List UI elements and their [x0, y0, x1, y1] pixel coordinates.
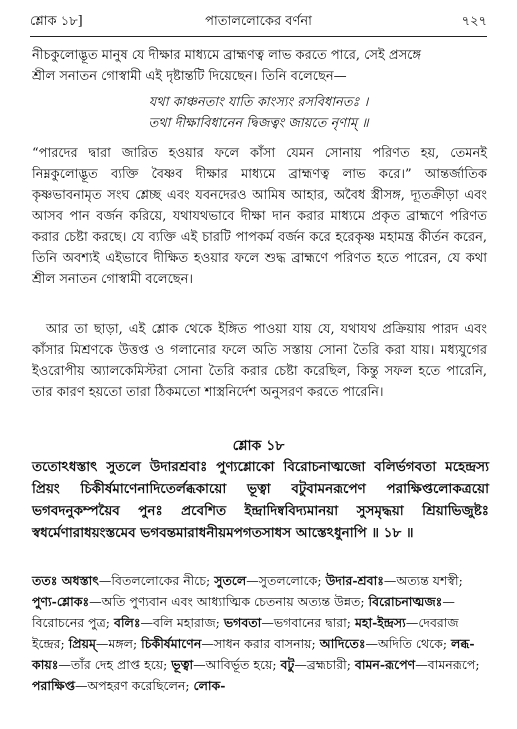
synonyms-block: [32, 570, 487, 696]
chapter-verse-marker: শ্লোক ১৮]: [30, 14, 83, 29]
synonym-meaning: —ব্রহ্মচারী;: [294, 657, 355, 672]
synonym-term: বিরোচনাত্মজঃ: [368, 594, 443, 609]
header-divider: [30, 36, 487, 37]
sloka-heading: শ্লোক ১৮: [232, 438, 285, 454]
synonym-meaning: —মঙ্গল;: [95, 636, 142, 651]
synonym-meaning: —সুতললোকে;: [246, 573, 326, 588]
synonym-term: উদার-শ্রবাঃ: [325, 573, 384, 588]
synonym-meaning: —তাঁর দেহ প্রাপ্ত হয়ে;: [58, 657, 172, 672]
synonym-meaning: —বলি মহারাজ;: [140, 615, 224, 630]
synonym-term: বামন-রূপেণ: [354, 657, 416, 672]
purport-paragraph-1: “পারদের দ্বারা জারিত হওয়ার ফলে কাঁসা যেমন সোনায় পরিণত হয়, তেমনই নিম্নকুলোদ্ভূত ব্যক্তি বৈষ্ণব দীক্ষার মাধ্যমে ব্রাহ্মণত্ব লাভ করে।” আন্তর্জাতিক কৃষ্ণভাবনামৃত সংঘ শ্লেচ্ছ এবং যবনদেরও আমিষ আহার, অবৈধ স্ত্রীসঙ্গ, দ্যূতক্রীড়া এবং আসব পান বর্জন করিয়ে, যথাযথভাবে দীক্ষা দান করার মাধ্যমে প্রকৃত ব্রাহ্মণে পরিণত করার চেষ্টা করছে। যে ব্যক্তি এই চারটি পাপকর্ম বর্জন করে হরেকৃষ্ণ মহামন্ত্র কীর্তন করেন, তিনি অবশ্যই এইভাবে দীক্ষিত হওয়ার ফলে শুদ্ধ ব্রাহ্মণে পরিণত হতে পারেন, যে কথা শ্রীল সনাতন গোস্বামী বলেছেন।: [32, 146, 487, 287]
intro-line-1: নীচকুলোদ্ভূত মানুষ যে দীক্ষার মাধ্যমে ব্রাহ্মণত্ব লাভ করতে পারে, সেই প্রসঙ্গে: [32, 48, 422, 63]
synonym-meaning: —অত্যন্ত যশস্বী;: [383, 573, 463, 588]
sloka-text: ততোঽধস্তাৎ সুতলে উদারশ্রবাঃ পুণ্যশ্লোকো বিরোচনাত্মজো বলির্ভগবতা মহেন্দ্রস্য প্রিয়ং চিকীর্ষমাণেনাদিতের্লব্ধকায়ো ভূত্বা বটুবামনরূপেণ পরাক্ষিপ্তলোকত্রয়ো ভগবদনুকম্পয়ৈব পুনঃ প্রবেশিত ইন্দ্রাদিষ্ববিদ্যমানয়া সুসমৃদ্ধয়া শ্রিয়াভিজুষ্টঃ স্বধর্মেণারাধয়ংস্তমেব ভগবন্তমারাধনীয়মপগতসাধস আস্তেঽধুনাপি ॥ ১৮ ॥: [32, 459, 489, 541]
synonym-term: লোক-: [193, 678, 226, 693]
synonym-meaning: —দেবরাজ ইন্দ্রের;: [32, 615, 459, 651]
synonym-term: লব্ধ-কায়ঃ: [32, 636, 475, 672]
synonym-term: প্রিয়ম্: [68, 636, 96, 651]
purport-paragraph-2: আর তা ছাড়া, এই শ্লোক থেকে ইঙ্গিত পাওয়া যায় যে, যথাযথ প্রক্রিয়ায় পারদ এবং কাঁসার মিশ্রণকে উত্তপ্ত ও গলানোর ফলে অতি সস্তায় সোনা তৈরি করা যায়। মধ্যযুগের ইওরোপীয় অ্যালকেমিস্টরা সোনা তৈরি করার চেষ্টা করেছিল, কিন্তু সফল হতে পারেনি, তার কারণ হয়তো তারা ঠিকমতো শাস্ত্রনির্দেশ অনুসরণ করতে পারেনি।: [32, 322, 487, 400]
intro-line-2: শ্রীল সনাতন গোস্বামী এই দৃষ্টান্তটি দিয়েছেন। তিনি বলেছেন—: [32, 69, 347, 84]
synonym-meaning: —বিতললোকের নীচে;: [98, 573, 215, 588]
synonym-term: সুতলে: [214, 573, 247, 588]
synonym-meaning: —অতি পুণ্যবান এবং আধ্যাত্মিক চেতনায় অত্যন্ত উন্নত;: [89, 594, 369, 609]
synonym-meaning: —বিরোচনের পুত্র;: [32, 594, 455, 630]
quoted-verse-line-2: তথা দীক্ষাবিধানেন দ্বিজত্বং জায়তে নৃণাম্ ॥: [148, 116, 369, 131]
synonym-term: ততঃ অধস্তাৎ: [32, 573, 99, 588]
synonym-term: আদিতেঃ: [319, 636, 366, 651]
synonym-term: বটু: [280, 657, 295, 672]
synonym-term: ভূত্বা: [171, 657, 194, 672]
page-header: [30, 12, 487, 32]
synonym-meaning: —আবির্ভূত হয়ে;: [193, 657, 281, 672]
chapter-title: পাতাললোকের বর্ণনা: [205, 14, 312, 29]
synonym-term: ভগবতা: [223, 615, 262, 630]
synonym-meaning: —বামনরূপে;: [415, 657, 480, 672]
synonym-term: মহা-ইন্দ্রস্য: [354, 615, 406, 630]
quoted-verse-line-1: যথা কাঞ্চনতাং যাতি কাংস্যং রসবিধানতঃ ।: [148, 95, 369, 110]
synonym-term: পরাক্ষিপ্ত: [32, 678, 75, 693]
synonym-term: চিকীর্ষমাণেন: [141, 636, 202, 651]
page-number: ৭২৭: [461, 14, 487, 29]
synonym-meaning: —ভগবানের দ্বারা;: [261, 615, 355, 630]
synonym-term: পুণ্য-শ্লোকঃ: [32, 594, 90, 609]
synonym-meaning: —অদিতি থেকে;: [365, 636, 452, 651]
synonym-meaning: —অপহরণ করেছিলেন;: [74, 678, 194, 693]
synonym-term: বলিঃ: [114, 615, 141, 630]
synonym-meaning: —সাধন করার বাসনায়;: [201, 636, 320, 651]
